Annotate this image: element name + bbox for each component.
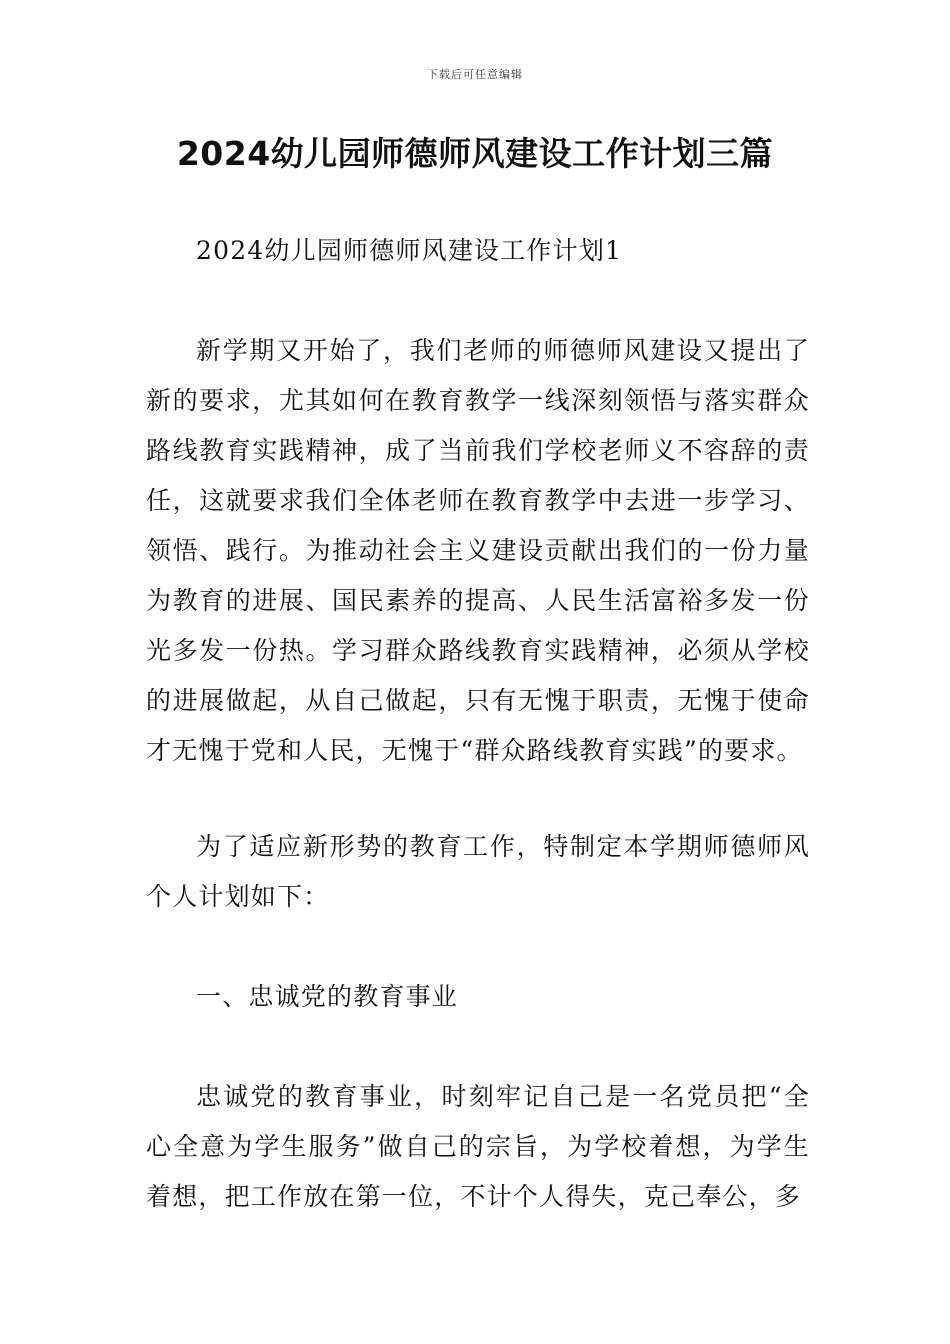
document-title: 2024幼儿园师德师风建设工作计划三篇 xyxy=(176,134,774,173)
header-note: 下载后可任意编辑 xyxy=(427,68,523,81)
paragraph-block-2 xyxy=(146,822,810,922)
paragraph-block-3 xyxy=(146,1072,810,1222)
paragraph-3: 忠诚党的教育事业，时刻牢记自己是一名党员把“全心全意为学生服务”做自己的宗旨，为学校着想，为学生着想，把工作放在第一位，不计个人得失，克己奉公，多 xyxy=(146,1082,810,1211)
subtitle-block xyxy=(146,226,810,276)
section-heading-block-1 xyxy=(146,972,810,1022)
section-heading-1: 一、忠诚党的教育事业 xyxy=(196,982,459,1011)
paragraph-block-1 xyxy=(146,326,810,776)
paragraph-2: 为了适应新形势的教育工作，特制定本学期师德师风个人计划如下： xyxy=(146,832,810,911)
paragraph-1: 新学期又开始了，我们老师的师德师风建设又提出了新的要求，尤其如何在教育教学一线深刻领悟与落实群众路线教育实践精神，成了当前我们学校老师义不容辞的责任，这就要求我们全体老师在教育教学中去进一步学习、领悟、践行。为推动社会主义建设贡献出我们的一份力量为教育的进展、国民素养的提高、人民生活富裕多发一份光多发一份热。学习群众路线教育实践精神，必须从学校的进展做起，从自己做起，只有无愧于职责，无愧于使命才无愧于党和人民，无愧于“群众路线教育实践”的要求。 xyxy=(146,336,810,765)
subtitle: 2024幼儿园师德师风建设工作计划1 xyxy=(196,236,623,265)
